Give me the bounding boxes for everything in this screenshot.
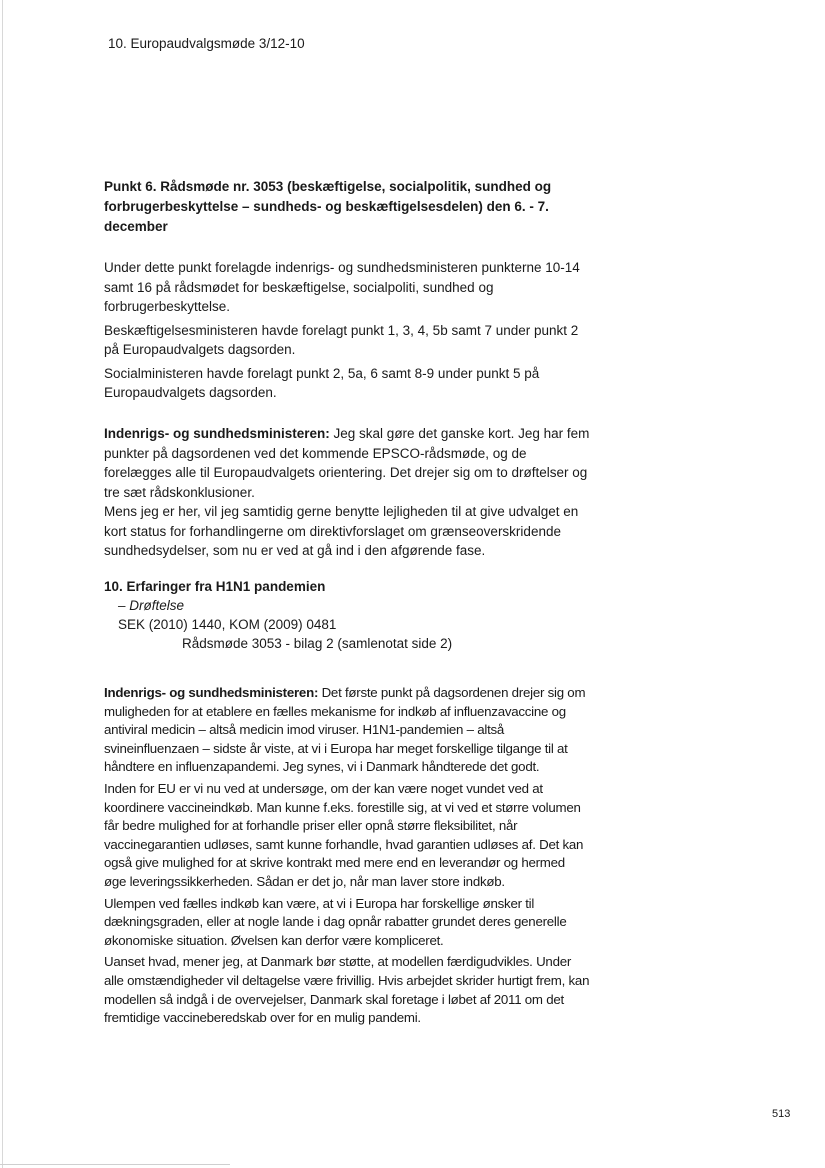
speech-1-text: Jeg skal gøre det ganske kort. Jeg har fem punkter på dagsordenen ved det kommende EPSCO-rådsmøde, og de forelægges alle til Europaudvalgets orientering. Det drejer sig om to drøftelser og tre sæt rådskonklusioner. [104, 426, 590, 500]
speech-2-paragraph-4: Uanset hvad, mener jeg, at Danmark bør støtte, at modellen færdigudvikles. Under alle omstændigheder vil deltagelse være frivillig. Hvis arbejdet skrider hurtigt frem, kan modellen så indgå i de overvejelser, Danmark skal foretage i løbet af 2011 om det fremtidige vaccineberedskab over for en mulig pandemi. [104, 954, 590, 1026]
speech-2-text: Det første punkt på dagsordenen drejer sig om muligheden for at etablere en fælles mekanisme for indkøb af influenzavaccine og antiviral medicin – altså medicin imod viruser. H1N1-pandemien – altså svineinfluenzaen – sidste år viste, at vi i Europa har meget forskellige tilgange til at håndtere en influenzapandemi. Jeg synes, vi i Danmark håndterede det godt. [104, 685, 586, 775]
speech-1 [104, 424, 590, 561]
scan-edge-line [2, 0, 3, 1168]
agenda-item [104, 577, 452, 653]
intro-paragraph-2: Beskæftigelsesministeren havde forelagt punkt 1, 3, 4, 5b samt 7 under punkt 2 på Europaudvalgets dagsorden. [104, 322, 579, 357]
meeting-header: 10. Europaudvalgsmøde 3/12-10 [108, 36, 305, 51]
speech-2-paragraph-2: Inden for EU er vi nu ved at undersøge, om der kan være noget vundet ved at koordinere vaccineindkøb. Man kunne f.eks. forestille sig, at vi ved et større volumen får bedre mulighed for at forhandle priser eller opnå større fleksibilitet, når vaccinegarantien udløses, samt kunne forhandle, hvad garantien udløses af. Det kan også give mulighed for at skrive kontrakt med mere end en leverandør og hermed øge leveringssikkerheden. Sådan er det jo, når man laver store indkøb. [104, 780, 584, 889]
speech-1-paragraph-1 [104, 424, 590, 502]
agenda-reference: SEK (2010) 1440, KOM (2009) 0481 [118, 617, 337, 632]
agenda-document: Rådsmøde 3053 - bilag 2 (samlenotat side 2) [182, 636, 453, 651]
agenda-title: 10. Erfaringer fra H1N1 pandemien [104, 579, 326, 594]
scan-bottom-line [0, 1164, 230, 1165]
intro-section [104, 258, 590, 403]
speaker-name: Indenrigs- og sundhedsministeren: [104, 685, 319, 700]
intro-paragraph-1: Under dette punkt forelagde indenrigs- og sundhedsministeren punkterne 10-14 samt 16 på rådsmødet for beskæftigelse, socialpoliti, sundhed og forbrugerbeskyttelse. [104, 260, 580, 314]
section-heading: Punkt 6. Rådsmøde nr. 3053 (beskæftigelse, socialpolitik, sundhed og forbrugerbeskyttelse – sundheds- og beskæftigelsesdelen) den 6. - 7. december [104, 179, 552, 234]
speech-2-paragraph-1 [104, 684, 590, 777]
page-number: 513 [772, 1108, 791, 1120]
intro-paragraph-3: Socialministeren havde forelagt punkt 2, 5a, 6 samt 8-9 under punkt 5 på Europaudvalgets dagsorden. [104, 365, 540, 400]
speech-2-paragraph-3: Ulempen ved fælles indkøb kan være, at vi i Europa har forskellige ønsker til dækningsgraden, eller at nogle lande i dag opnår rabatter grundet deres generelle økonomiske situation. Øvelsen kan derfor være kompliceret. [104, 895, 567, 948]
speech-2 [104, 684, 590, 1028]
agenda-subtitle: – Drøftelse [118, 598, 185, 613]
speech-1-paragraph-2: Mens jeg er her, vil jeg samtidig gerne benytte lejligheden til at give udvalget en kort status for forhandlingerne om direktivforslaget om grænseoverskridende sundhedsydelser, som nu er ved at gå ind i den afgørende fase. [104, 504, 579, 558]
speaker-name: Indenrigs- og sundhedsministeren: [104, 426, 330, 441]
